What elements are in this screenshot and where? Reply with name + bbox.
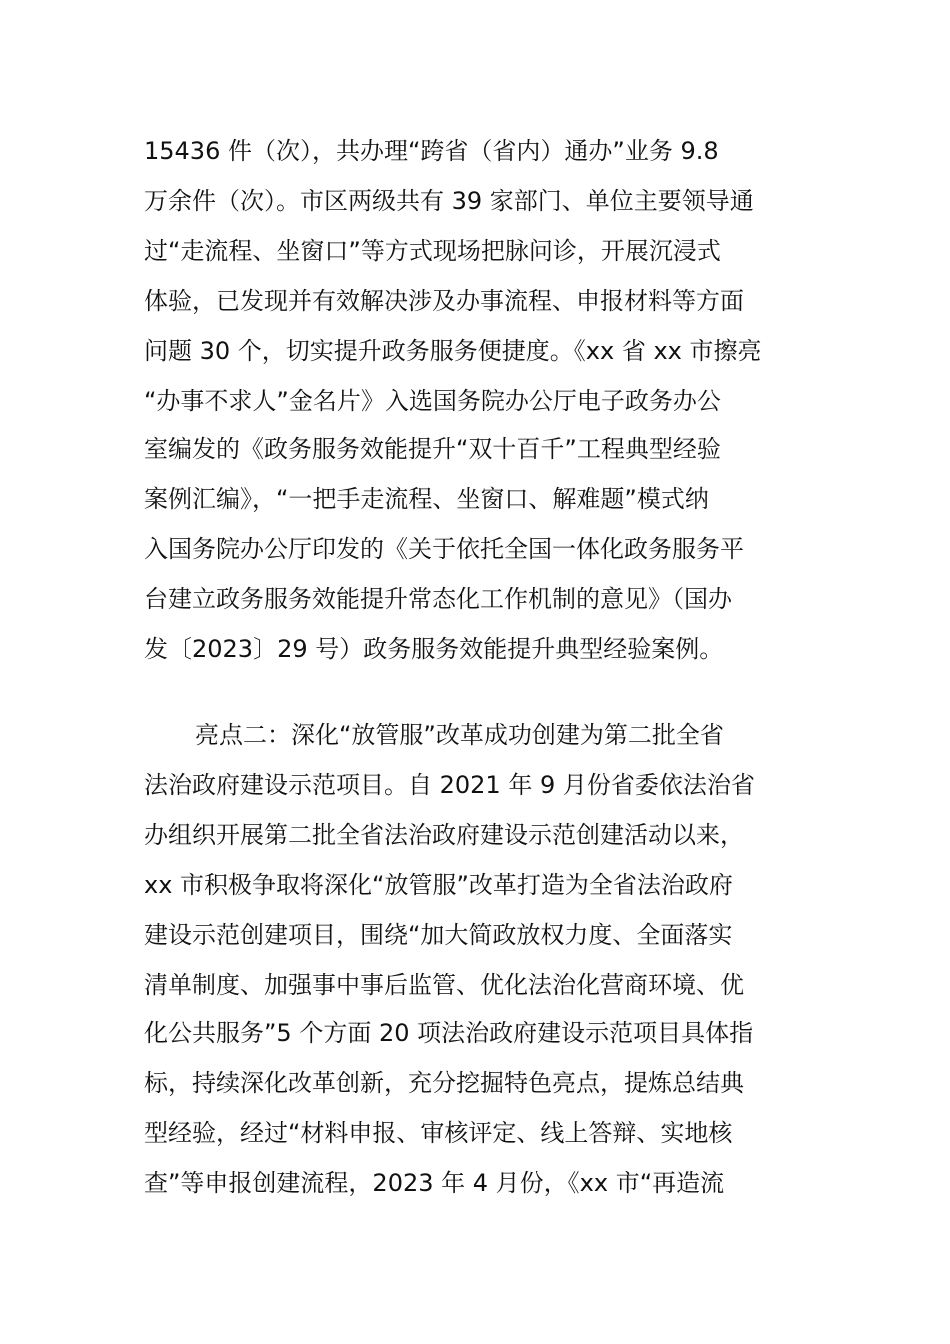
text-line: 标，持续深化改革创新，充分挖掘特色亮点，提炼总结典 [144,1069,744,1097]
text-line: 清单制度、加强事中事后监管、优化法治化营商环境、优 [144,971,744,999]
text-line: 建设示范创建项目，围绕“加大简政放权力度、全面落实 [144,921,733,949]
text-line: 查”等申报创建流程，2023 年 4 月份，《xx 市“再造流 [144,1169,725,1197]
text-line: 室编发的《政务服务效能提升“双十百千”工程典型经验 [144,435,721,463]
text-line: 问题 30 个，切实提升政务服务便捷度。《xx 省 xx 市擦亮 [144,337,762,365]
text-line: 化公共服务”5 个方面 20 项法治政府建设示范项目具体指 [144,1019,754,1047]
text-line: 15436 件（次），共办理“跨省（省内）通办”业务 9.8 [144,137,719,165]
text-line: 型经验，经过“材料申报、审核评定、线上答辩、实地核 [144,1119,733,1147]
text-line: 入国务院办公厅印发的《关于依托全国一体化政务服务平 [144,535,744,563]
text-line: 办组织开展第二批全省法治政府建设示范创建活动以来， [144,821,744,849]
text-line: 法治政府建设示范项目。自 2021 年 9 月份省委依法治省 [144,771,755,799]
text-line: xx 市积极争取将深化“放管服”改革打造为全省法治政府 [144,871,733,899]
text-line: 万余件（次）。市区两级共有 39 家部门、单位主要领导通 [144,187,754,215]
text-line: 亮点二：深化“放管服”改革成功创建为第二批全省 [195,721,724,749]
text-line: 台建立政务服务效能提升常态化工作机制的意见》（国办 [144,585,732,613]
text-line: 过“走流程、坐窗口”等方式现场把脉问诊，开展沉浸式 [144,237,721,265]
text-line: 发〔2023〕29 号）政务服务效能提升典型经验案例。 [144,635,724,663]
text-line: 体验，已发现并有效解决涉及办事流程、申报材料等方面 [144,287,744,315]
text-line: “办事不求人”金名片》入选国务院办公厅电子政务办公 [144,387,721,415]
text-line: 案例汇编》，“一把手走流程、坐窗口、解难题”模式纳 [144,485,709,513]
